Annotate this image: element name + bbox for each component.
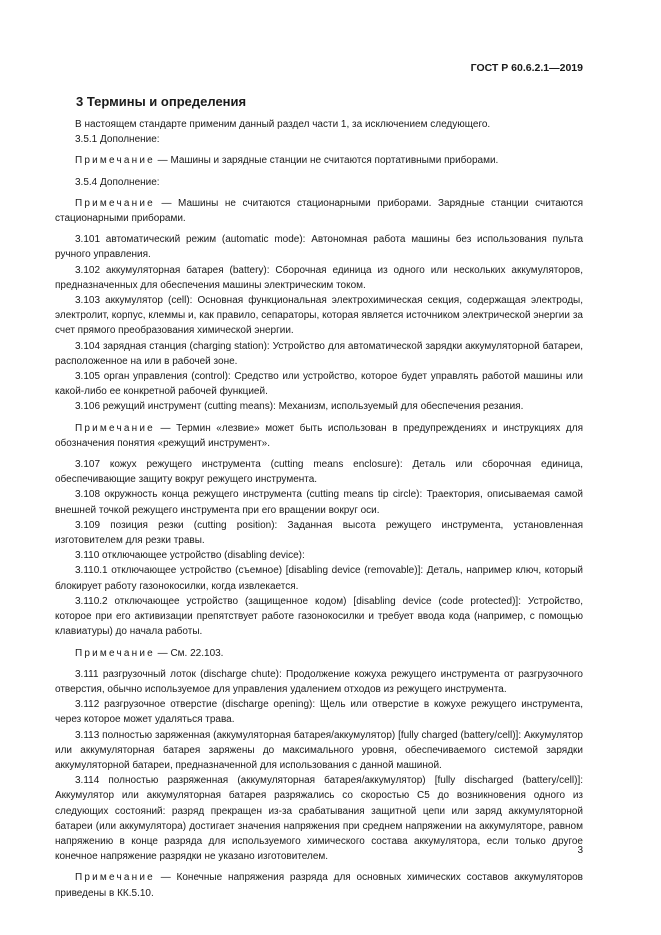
paragraph: 3.5.1 Дополнение: (75, 134, 160, 146)
section-title: 3 Термины и определения (76, 94, 247, 109)
paragraph: 3.101 автоматический режим (automatic mode): Автономная работа машины без использования пульта ручного управления. (55, 234, 583, 261)
note: Примечание — См. 22.103. (75, 647, 224, 659)
note: Примечание — Машины не считаются стационарными приборами. Зарядные станции считаются стационарными приборами. (55, 197, 583, 225)
paragraph: В настоящем стандарте применим данный раздел части 1, за исключением следующего. (75, 119, 491, 130)
paragraph: 3.103 аккумулятор (cell): Основная функциональная электрохимическая секция, содержащая электроды, электролит, корпус, клеммы и, как правило, сепараторы, которая является источником электрической энергии за счет прямого преобразования химической энергии. (55, 295, 583, 337)
paragraph: 3.108 окружность конца режущего инструмента (cutting means tip circle): Траектория, описываемая самой внешней точкой режущего инструмента при его вращении вокруг оси. (55, 489, 583, 516)
page-number: 3 (577, 845, 583, 856)
paragraph: 3.106 режущий инструмент (cutting means): Механизм, используемый для обеспечения резания. (75, 401, 524, 413)
paragraph: 3.107 кожух режущего инструмента (cutting means enclosure): Деталь или сборочная единица, обеспечивающие защиту вокруг режущего инструмента. (55, 459, 583, 486)
paragraph: 3.113 полностью заряженная (аккумуляторная батарея/аккумулятор) [fully charged (battery/cell)]: Аккумулятор или аккумуляторная батарея заряжены до максимального уровня, обеспечиваемого системой зарядки аккумуляторной батареи, предназначенной для использования с данной машиной. (55, 729, 583, 771)
paragraph: 3.111 разгрузочный лоток (discharge chute): Продолжение кожуха режущего инструмента от разгрузочного отверстия, обычно используемое для управления удалением отходов из режущего инструмента. (55, 668, 583, 695)
note: Примечание — Термин «лезвие» может быть использован в предупреждениях и инструкциях для обозначения понятия «режущий инструмент». (55, 422, 583, 449)
note: Примечание — Конечные напряжения разряда для основных химических составов аккумуляторов приведены в КК.5.10. (55, 872, 583, 899)
paragraph: 3.109 позиция резки (cutting position): Заданная высота режущего инструмента, установленная изготовителем для резки травы. (55, 519, 583, 547)
paragraph: 3.5.4 Дополнение: (75, 176, 160, 188)
document-header: ГОСТ Р 60.6.2.1—2019 (470, 62, 583, 74)
document-body (55, 117, 583, 907)
note: Примечание — Машины и зарядные станции не считаются портативными приборами. (75, 155, 499, 167)
paragraph: 3.105 орган управления (control): Средство или устройство, которое будет управлять работой машины или какой-либо ее конкретной рабочей функцией. (55, 371, 583, 398)
paragraph: 3.110.1 отключающее устройство (съемное) [disabling device (removable)]: Деталь, например ключ, который блокирует работу газонокосилки, когда извлекается. (55, 565, 583, 592)
paragraph: 3.104 зарядная станция (charging station): Устройство для автоматической зарядки аккумуляторной батареи, расположенное на или в рабочей зоне. (55, 340, 583, 367)
paragraph: 3.114 полностью разряженная (аккумуляторная батарея/аккумулятор) [fully discharged (battery/cell)]: Аккумулятор или аккумуляторная батарея разряжались со скоростью C5 до возникновения одного из следующих состояний: разряд прекращен из-за срабатывания защитной цепи или заряд аккумуляторной батареи (или аккумулятора) достигает значения напряжения при среднем напряжении на аккумуляторе, равном напряжению в конце разряда для используемого химического состава аккумулятора, если только другое конечное напряжение разрядки не указано изготовителем. (55, 775, 583, 863)
paragraph: 3.110.2 отключающее устройство (защищенное кодом) [disabling device (code protected)]: Устройство, которое при его активизации препятствует работе газонокосилки и требует ввода кода (например, с помощью клавиатуры) до начала работы. (55, 595, 583, 638)
paragraph: 3.102 аккумуляторная батарея (battery): Сборочная единица из одного или нескольких аккумуляторов, предназначенных для обеспечения машины электрическим током. (55, 264, 583, 291)
paragraph: 3.112 разгрузочное отверстие (discharge opening): Щель или отверстие в кожухе режущего инструмента, через которое может удаляться трава. (55, 699, 583, 726)
paragraph: 3.110 отключающее устройство (disabling device): (75, 550, 305, 562)
